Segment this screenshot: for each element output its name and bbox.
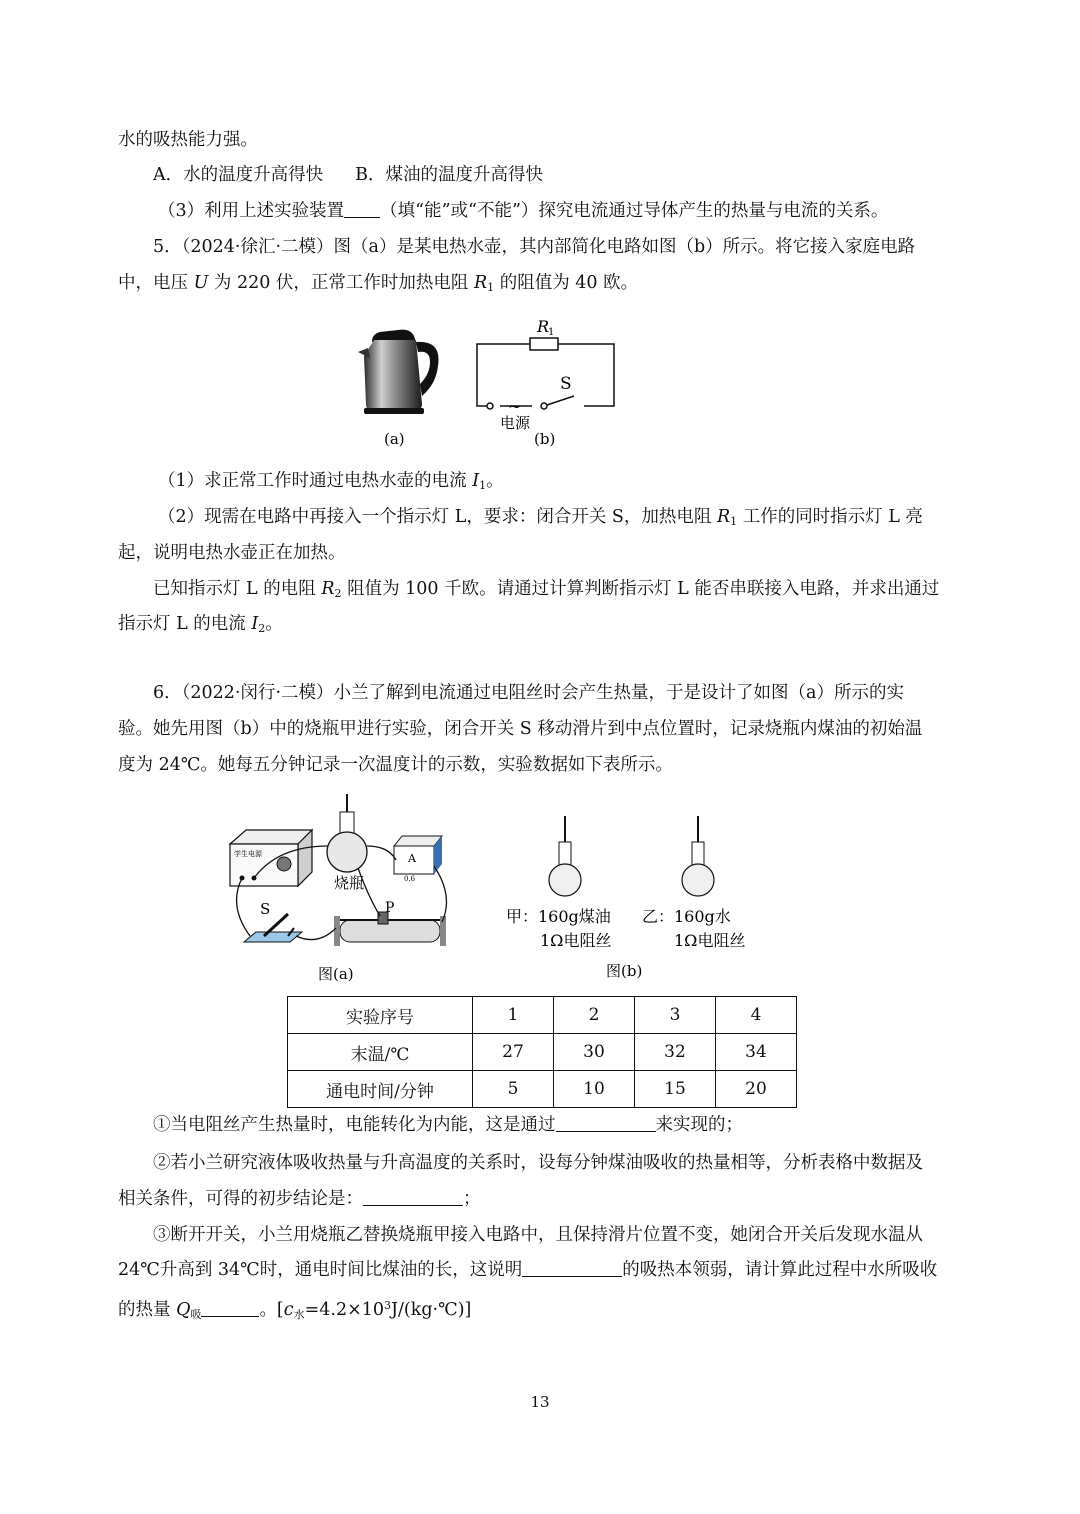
power-supply: [230, 830, 312, 886]
switch-label: S: [260, 900, 271, 918]
question-6-3: ③断开开关，小兰用烧瓶乙替换烧瓶甲接入电路中，且保持滑片位置不变，她闭合开关后发现水温从: [153, 1225, 923, 1245]
answer-blank: [201, 1298, 259, 1317]
answer-blank: [363, 1187, 463, 1206]
ammeter-scale: 0.6: [404, 875, 416, 883]
question-3-line: （3）利用上述实验装置 （填“能”或“不能”）探究电流通过导体产生的热量与电流的关系。: [158, 201, 889, 221]
table-row: [288, 1071, 797, 1108]
text-line: 指示灯 L 的电流 $I_2$。: [118, 614, 283, 635]
answer-blank: [344, 199, 380, 218]
caption-a: (a): [384, 430, 405, 448]
table-cell: 32: [635, 1034, 716, 1071]
experiment-figure: [218, 786, 778, 986]
kettle-image: [358, 330, 439, 414]
slider-label: P: [385, 900, 395, 916]
page-number: 13: [530, 1393, 550, 1411]
answer-blank: [522, 1258, 622, 1277]
circuit-diagram: [477, 338, 614, 409]
ammeter: [394, 836, 442, 883]
table-cell: 2: [554, 997, 635, 1034]
question-6-2: ②若小兰研究液体吸收热量与升高温度的关系时，设每分钟煤油吸收的热量相等，分析表格中数据及: [153, 1153, 923, 1173]
rheostat: [334, 912, 446, 946]
table-cell: 34: [716, 1034, 797, 1071]
question-5-line: 5．（2024·徐汇·二模）图（a）是某电热水壶，其内部简化电路如图（b）所示。将它接入家庭电路: [153, 237, 916, 257]
table-row: [288, 997, 797, 1034]
table-cell: 5: [473, 1071, 554, 1108]
question-6-1: ①当电阻丝产生热量时，电能转化为内能，这是通过 来实现的；: [153, 1115, 743, 1135]
table-cell: 10: [554, 1071, 635, 1108]
choice-a: A．水的温度升高得快: [153, 165, 324, 185]
table-cell: 1: [473, 997, 554, 1034]
text-line: 的热量 $Q_吸$ 。$[c_水=4.2\times 10^3J/(kg\cdot℃)]$: [118, 1299, 472, 1321]
switch: [244, 914, 302, 942]
figure-b-caption: 图(b): [606, 962, 643, 980]
table-cell: 4: [716, 997, 797, 1034]
flask-jia-resistance: 1Ω电阻丝: [540, 931, 612, 950]
table-cell: 20: [716, 1071, 797, 1108]
text-line: 相关条件，可得的初步结论是： ；: [118, 1189, 481, 1209]
flask-jia-label: 甲：160g煤油: [506, 907, 611, 926]
choice-b: B．煤油的温度升高得快: [355, 165, 543, 185]
table-cell: 通电时间/分钟: [288, 1071, 473, 1108]
caption-b: (b): [534, 430, 556, 448]
text-line: 已知指示灯 L 的电阻 $R_2$ 阻值为 100 千欧。请通过计算判断指示灯 L 能否串联接入电路，并求出通过: [153, 579, 940, 600]
ammeter-label: A: [408, 852, 416, 865]
question-5-1: （1）求正常工作时通过电热水壶的电流 $I_1$。: [158, 471, 504, 492]
flask-yi-resistance: 1Ω电阻丝: [674, 931, 746, 950]
flask-yi: [682, 816, 714, 896]
r1-label: R: [537, 317, 550, 336]
ac-source-symbol: ~: [508, 397, 522, 416]
table-cell: 3: [635, 997, 716, 1034]
question-6-line: 6．（2022·闵行·二模）小兰了解到电流通过电阻丝时会产生热量，于是设计了如图（a）所示的实: [153, 683, 904, 703]
text-line: 24℃升高到 34℃时，通电时间比煤油的长，这说明 的吸热本领弱，请计算此过程中水所吸收: [118, 1260, 938, 1280]
data-table: [287, 996, 797, 1108]
figure-a-caption: 图(a): [318, 965, 354, 983]
answer-blank: [556, 1113, 656, 1132]
r1-subscript: 1: [548, 327, 555, 338]
flask-a: [327, 794, 367, 872]
power-supply-label: 学生电源: [234, 850, 262, 858]
flask-yi-label: 乙：160g水: [642, 907, 731, 926]
kettle-circuit-figure: [350, 312, 630, 452]
flask-jia: [549, 816, 581, 896]
choice-line: [153, 163, 543, 187]
table-cell: 末温/℃: [288, 1034, 473, 1071]
text-line: 度为 24℃。她每五分钟记录一次温度计的示数，实验数据如下表所示。: [118, 755, 673, 775]
source-label: 电源: [500, 414, 531, 432]
table-cell: 实验序号: [288, 997, 473, 1034]
text-line: 水的吸热能力强。: [118, 130, 258, 150]
flask-label: 烧瓶: [334, 874, 365, 892]
text-line: 验。她先用图（b）中的烧瓶甲进行实验，闭合开关 S 移动滑片到中点位置时，记录烧瓶内煤油的初始温: [118, 719, 923, 739]
text-line: 中，电压 U 为 220 伏，正常工作时加热电阻 $R_1$ 的阻值为 40 欧。: [118, 273, 639, 294]
question-5-2: （2）现需在电路中再接入一个指示灯 L，要求：闭合开关 S，加热电阻 $R_1$ 工作的同时指示灯 L 亮: [158, 507, 923, 528]
table-row: [288, 1034, 797, 1071]
table-cell: 30: [554, 1034, 635, 1071]
switch-label: S: [560, 374, 572, 394]
table-cell: 27: [473, 1034, 554, 1071]
table-cell: 15: [635, 1071, 716, 1108]
text-line: 起，说明电热水壶正在加热。: [118, 543, 346, 563]
